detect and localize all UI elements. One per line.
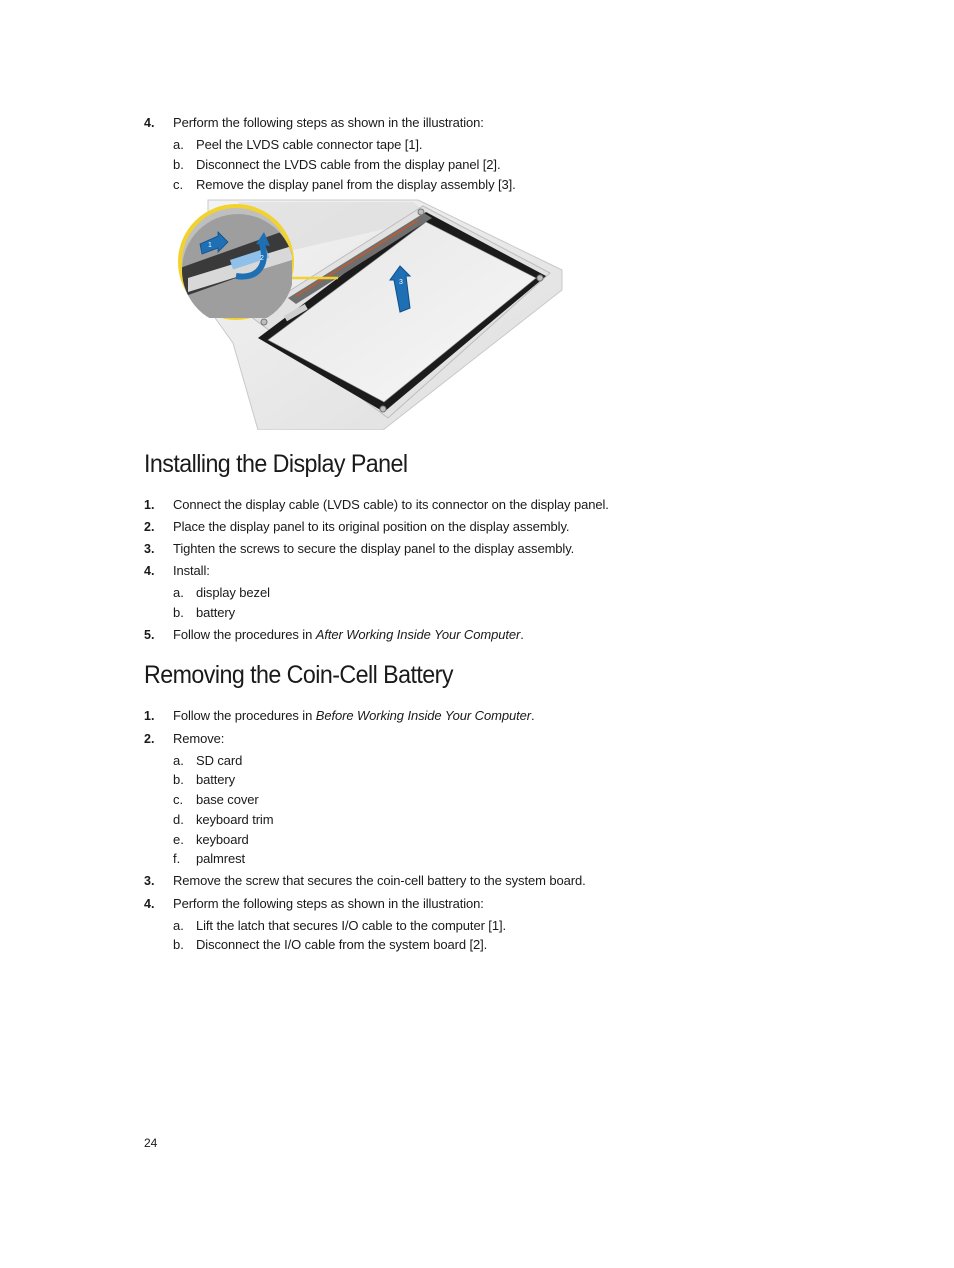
substep-text: palmrest	[196, 851, 246, 866]
substep-text: battery	[196, 772, 236, 787]
substep-text: battery	[196, 605, 236, 620]
step-text: Perform the following steps as shown in the illustration:	[173, 115, 484, 130]
callout-3: 3	[399, 279, 403, 286]
step-number: 2.	[144, 520, 155, 534]
substep-text: keyboard	[196, 832, 249, 847]
step-text-suffix: .	[520, 627, 524, 642]
substep-letter: c.	[173, 792, 184, 807]
step-text: Install:	[173, 563, 210, 578]
step-text-prefix: Follow the procedures in	[173, 627, 316, 642]
procedure-link[interactable]: After Working Inside Your Computer	[315, 627, 521, 642]
step-number: 4.	[144, 564, 155, 578]
step-number: 3.	[144, 874, 155, 888]
step-text-suffix: .	[530, 708, 535, 723]
substep-text: keyboard trim	[196, 812, 274, 827]
substep-text: Disconnect the I/O cable from the system board [2].	[196, 937, 488, 952]
callout-1: 1	[208, 242, 212, 249]
substep-text: Remove the display panel from the display assembly [3].	[196, 177, 516, 192]
substep-letter: b.	[173, 937, 184, 952]
substep-letter: a.	[173, 918, 184, 933]
substep-letter: b.	[173, 605, 184, 620]
section-title-installing: Installing the Display Panel	[144, 450, 408, 478]
step-text-prefix: Follow the procedures in	[173, 708, 316, 723]
step-text: Perform the following steps as shown in the illustration:	[173, 896, 484, 911]
step-text	[173, 708, 534, 724]
substep-letter: b.	[173, 772, 184, 787]
substep-text: Peel the LVDS cable connector tape [1].	[196, 137, 423, 152]
substep-text: Disconnect the LVDS cable from the display panel [2].	[196, 157, 501, 172]
step-number: 5.	[144, 628, 155, 642]
step-text	[173, 627, 524, 643]
step-text: Remove:	[173, 731, 225, 746]
step-number: 4.	[144, 116, 155, 130]
step-text: Tighten the screws to secure the display panel to the display assembly.	[173, 541, 575, 556]
substep-letter: a.	[173, 753, 184, 768]
substep-text: SD card	[196, 753, 243, 768]
step-number: 4.	[144, 897, 155, 911]
page-number: 24	[144, 1136, 158, 1150]
step-number: 1.	[144, 498, 155, 512]
procedure-link[interactable]: Before Working Inside Your Computer	[315, 708, 531, 723]
substep-letter: d.	[173, 812, 184, 827]
step-text: Remove the screw that secures the coin-cell battery to the system board.	[173, 873, 586, 888]
step-text: Connect the display cable (LVDS cable) to its connector on the display panel.	[173, 497, 609, 512]
section-title-removing: Removing the Coin-Cell Battery	[144, 661, 453, 689]
substep-letter: c.	[173, 177, 184, 192]
substep-text: Lift the latch that secures I/O cable to the computer [1].	[196, 918, 506, 933]
step-text: Place the display panel to its original position on the display assembly.	[173, 519, 570, 534]
step-number: 1.	[144, 709, 155, 723]
substep-letter: a.	[173, 137, 184, 152]
step-number: 3.	[144, 542, 155, 556]
callout-2: 2	[260, 255, 264, 262]
display-panel-removal-illustration	[178, 198, 566, 430]
step-number: 2.	[144, 732, 155, 746]
substep-letter: a.	[173, 585, 184, 600]
substep-letter: e.	[173, 832, 184, 847]
substep-text: base cover	[196, 792, 259, 807]
substep-letter: f.	[173, 851, 181, 866]
substep-letter: b.	[173, 157, 184, 172]
substep-text: display bezel	[196, 585, 270, 600]
